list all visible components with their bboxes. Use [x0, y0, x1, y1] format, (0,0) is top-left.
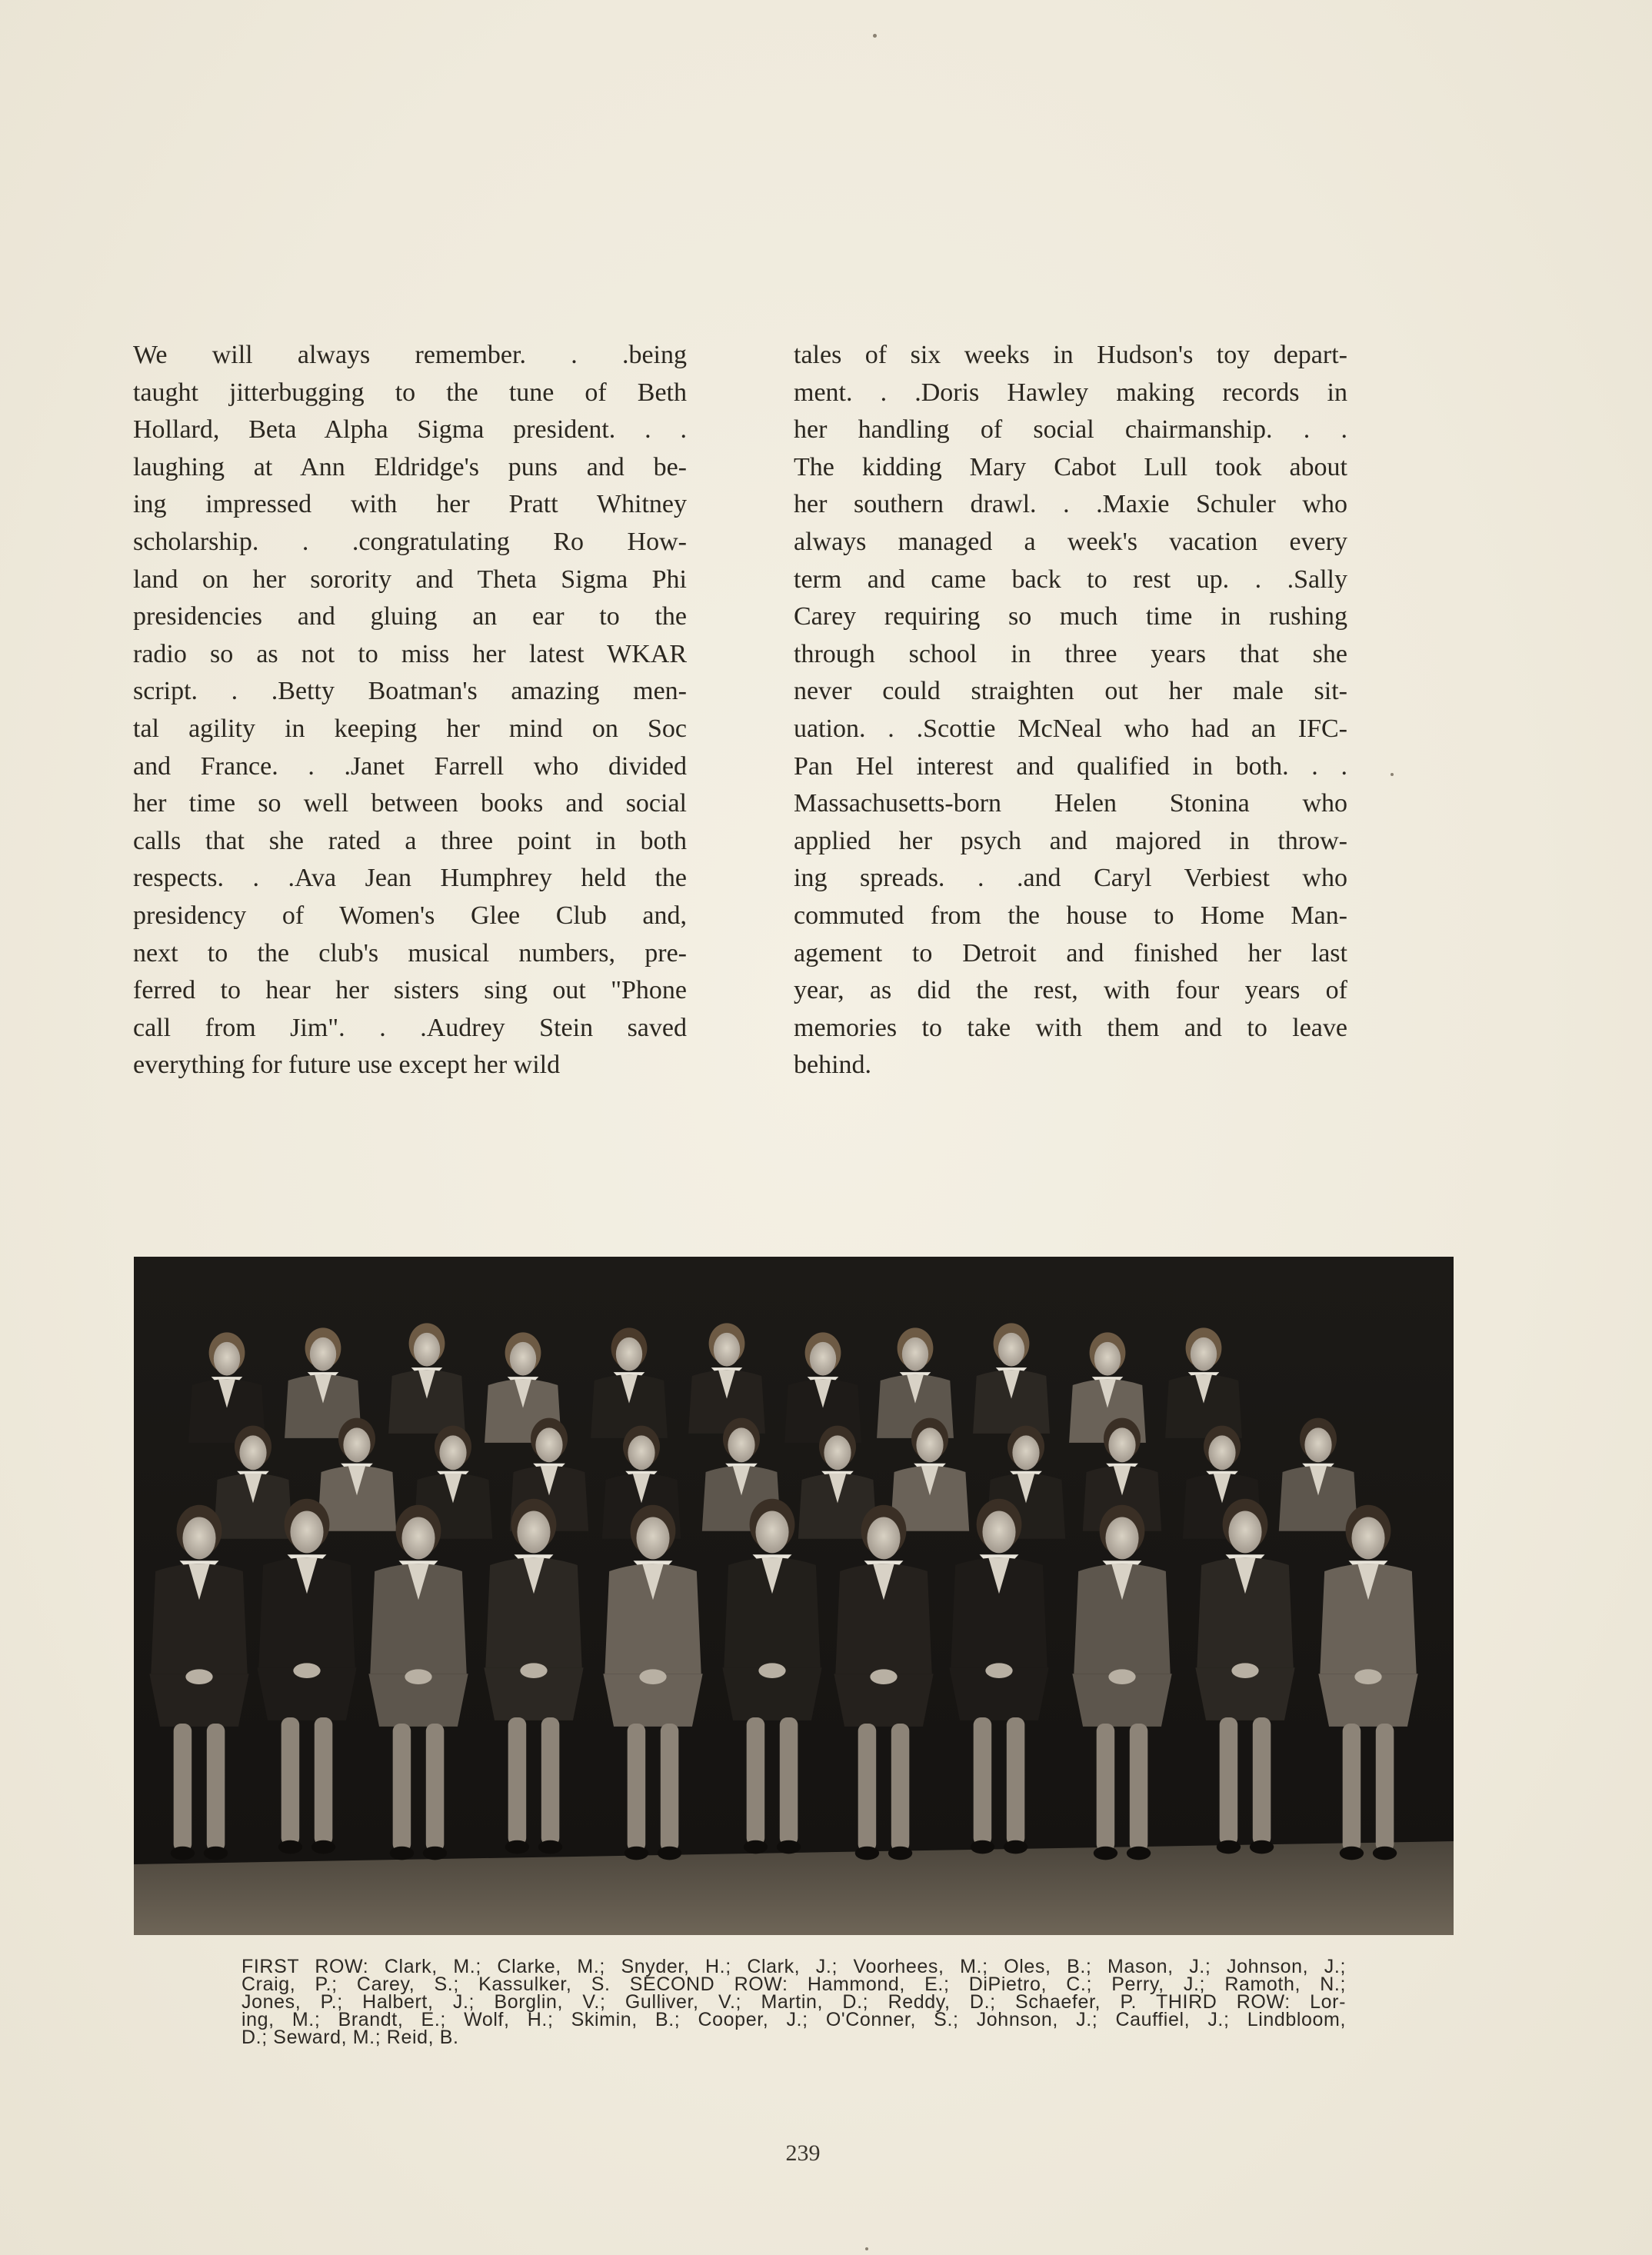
figure-third-row-face	[510, 1342, 536, 1376]
figure-second-row-face	[916, 1427, 943, 1462]
figure-third-row-face	[810, 1342, 836, 1376]
right-column-line: never could straighten out her male sit-	[794, 677, 1347, 706]
figure-first-row-shoe	[971, 1840, 994, 1854]
paper-speck	[1391, 773, 1394, 776]
figure-first-row-shoe	[311, 1840, 335, 1854]
right-column-line: behind.	[794, 1051, 872, 1080]
figure-first-row-hands	[639, 1669, 666, 1684]
figure-first-row-hands	[870, 1669, 897, 1684]
figure-first-row-shoe	[204, 1847, 228, 1860]
figure-first-row-leg	[281, 1717, 300, 1846]
left-column-line: her time so well between books and social	[133, 789, 687, 818]
figure-first-row-face	[1105, 1517, 1138, 1559]
left-column-line: presidencies and gluing an ear to the	[133, 602, 687, 631]
figure-first-row-leg	[1130, 1724, 1148, 1852]
figure-second-row-face	[628, 1435, 654, 1470]
right-column-line: commuted from the house to Home Man-	[794, 901, 1347, 930]
left-column-line: everything for future use except her wild	[133, 1051, 561, 1080]
figure-first-row-leg	[174, 1724, 192, 1852]
figure-first-row-shoe	[1250, 1840, 1274, 1854]
photo-caption	[241, 1958, 1346, 2047]
right-column-line: applied her psych and majored in throw-	[794, 826, 1347, 855]
paper-speck	[873, 34, 877, 38]
figure-first-row-leg	[858, 1724, 877, 1852]
figure-first-row-face	[867, 1517, 900, 1559]
figure-first-row-leg	[393, 1724, 411, 1852]
figure-first-row-leg	[780, 1717, 798, 1846]
right-column-line: ing spreads. . .and Caryl Verbiest who	[794, 864, 1347, 893]
left-column-line: presidency of Women's Glee Club and,	[133, 901, 687, 930]
figure-third-row-face	[616, 1337, 642, 1371]
figure-first-row-hands	[520, 1663, 547, 1678]
figure-first-row-leg	[1343, 1724, 1361, 1852]
figure-first-row-face	[401, 1517, 435, 1559]
figure-first-row-shoe	[888, 1847, 912, 1860]
figure-first-row-shoe	[505, 1840, 529, 1854]
figure-first-row-hands	[405, 1669, 431, 1684]
figure-third-row-face	[1094, 1342, 1121, 1376]
figure-first-row-hands	[293, 1663, 320, 1678]
figure-second-row-face	[439, 1435, 466, 1470]
right-column-line: Massachusetts-born Helen Stonina who	[794, 789, 1347, 818]
left-column-line: land on her sorority and Theta Sigma Phi	[133, 565, 687, 594]
figure-first-row-leg	[661, 1724, 679, 1852]
figure-first-row-shoe	[171, 1847, 195, 1860]
figure-first-row-shoe	[390, 1847, 414, 1860]
left-column-line: call from Jim". . .Audrey Stein saved	[133, 1013, 687, 1042]
figure-first-row-face	[755, 1511, 788, 1553]
right-column-line: uation. . .Scottie McNeal who had an IFC-	[794, 714, 1347, 743]
figure-first-row-shoe	[1217, 1840, 1241, 1854]
right-column-line: term and came back to rest up. . .Sally	[794, 565, 1347, 594]
page-number: 239	[785, 2140, 821, 2166]
caption-line: FIRST ROW: Clark, M.; Clarke, M.; Snyder, H.; Clark, J.; Voorhees, M.; Oles, B.; Mason, J.; Johnson, J.;	[241, 1956, 1346, 1977]
figure-second-row-face	[728, 1427, 754, 1462]
figure-third-row-face	[214, 1342, 240, 1376]
figure-third-row-face	[310, 1337, 336, 1371]
figure-first-row-face	[517, 1511, 550, 1553]
figure-first-row-hands	[185, 1669, 212, 1684]
left-column-line: taught jitterbugging to the tune of Beth	[133, 378, 687, 407]
left-column-line: script. . .Betty Boatman's amazing men-	[133, 677, 687, 706]
figure-first-row-leg	[747, 1717, 765, 1846]
left-column-line: We will always remember. . .being	[133, 341, 687, 369]
figure-first-row-face	[1351, 1517, 1384, 1559]
figure-first-row-shoe	[744, 1840, 768, 1854]
figure-first-row-leg	[1220, 1717, 1238, 1846]
right-column-line: year, as did the rest, with four years of	[794, 976, 1347, 1005]
figure-third-row-face	[998, 1333, 1024, 1367]
figure-first-row-leg	[891, 1724, 910, 1852]
figure-second-row-face	[239, 1435, 266, 1470]
right-column-line: her southern drawl. . .Maxie Schuler who	[794, 490, 1347, 519]
figure-first-row-face	[290, 1511, 323, 1553]
caption-line: Craig, P.; Carey, S.; Kassulker, S. SECOND ROW: Hammond, E.; DiPietro, C.; Perry, J.; Ramoth, N.;	[241, 1974, 1346, 1995]
figure-first-row-shoe	[777, 1840, 801, 1854]
figure-third-row-face	[902, 1337, 928, 1371]
left-column-line: respects. . .Ava Jean Humphrey held the	[133, 864, 687, 893]
caption-line: D.; Seward, M.; Reid, B.	[241, 2027, 459, 2048]
figure-first-row-hands	[1354, 1669, 1381, 1684]
left-column-line: next to the club's musical numbers, pre-	[133, 938, 687, 968]
figure-first-row-shoe	[1004, 1840, 1028, 1854]
left-column-line: laughing at Ann Eldridge's puns and be-	[133, 452, 687, 481]
left-column-line: and France. . .Janet Farrell who divided	[133, 751, 687, 781]
figure-first-row-leg	[1253, 1717, 1271, 1846]
left-column-line: ing impressed with her Pratt Whitney	[133, 490, 687, 519]
figure-first-row-leg	[508, 1717, 527, 1846]
right-column-line: always managed a week's vacation every	[794, 527, 1347, 556]
figure-first-row-hands	[758, 1663, 785, 1678]
right-column-line: her handling of social chairmanship. . .	[794, 415, 1347, 445]
figure-first-row-leg	[315, 1717, 333, 1846]
right-column-line: Pan Hel interest and qualified in both. . .	[794, 751, 1347, 781]
figure-second-row-face	[343, 1427, 370, 1462]
figure-first-row-hands	[985, 1663, 1012, 1678]
figure-first-row-face	[982, 1511, 1015, 1553]
figure-first-row-face	[1228, 1511, 1261, 1553]
right-column-line: tales of six weeks in Hudson's toy depart-	[794, 341, 1347, 369]
figure-first-row-leg	[426, 1724, 445, 1852]
figure-third-row-face	[714, 1333, 740, 1367]
figure-first-row-leg	[541, 1717, 560, 1846]
group-photo	[134, 1257, 1454, 1935]
figure-first-row-leg	[207, 1724, 225, 1852]
right-column-line: memories to take with them and to leave	[794, 1013, 1347, 1042]
figure-first-row-leg	[628, 1724, 646, 1852]
right-column-line: Carey requiring so much time in rushing	[794, 602, 1347, 631]
left-column-line: scholarship. . .congratulating Ro How-	[133, 527, 687, 556]
figure-first-row-shoe	[278, 1840, 302, 1854]
left-column-line: calls that she rated a three point in both	[133, 826, 687, 855]
right-column-line: ment. . .Doris Hawley making records in	[794, 378, 1347, 407]
figure-first-row-leg	[1007, 1717, 1025, 1846]
figure-second-row-face	[824, 1435, 851, 1470]
figure-third-row-face	[414, 1333, 440, 1367]
figure-first-row-hands	[1108, 1669, 1135, 1684]
figure-first-row-shoe	[624, 1847, 648, 1860]
figure-second-row-face	[1208, 1435, 1235, 1470]
right-column-line: agement to Detroit and finished her last	[794, 938, 1347, 968]
figure-third-row-face	[1191, 1337, 1217, 1371]
figure-second-row-face	[1304, 1427, 1331, 1462]
left-column-line: ferred to hear her sisters sing out "Phone	[133, 976, 687, 1005]
left-column-line: Hollard, Beta Alpha Sigma president. . .	[133, 415, 687, 445]
figure-first-row-shoe	[855, 1847, 879, 1860]
left-text-column	[133, 337, 687, 1084]
figure-second-row-face	[1108, 1427, 1135, 1462]
right-text-column	[794, 337, 1347, 1084]
figure-first-row-shoe	[423, 1847, 447, 1860]
figure-first-row-shoe	[658, 1847, 681, 1860]
figure-first-row-shoe	[1094, 1847, 1117, 1860]
left-column-line: radio so as not to miss her latest WKAR	[133, 639, 687, 668]
figure-first-row-shoe	[1127, 1847, 1151, 1860]
figure-first-row-leg	[1097, 1724, 1115, 1852]
figure-second-row-face	[535, 1427, 562, 1462]
figure-first-row-face	[636, 1517, 669, 1559]
figure-first-row-leg	[974, 1717, 992, 1846]
figure-second-row-face	[1012, 1435, 1039, 1470]
caption-line: Jones, P.; Halbert, J.; Borglin, V.; Gulliver, V.; Martin, D.; Reddy, D.; Schaefer, P. THIRD ROW: Lor-	[241, 1991, 1346, 2013]
figure-first-row-leg	[1376, 1724, 1394, 1852]
figure-first-row-shoe	[538, 1840, 562, 1854]
paper-speck	[865, 2247, 868, 2250]
left-column-line: tal agility in keeping her mind on Soc	[133, 714, 687, 743]
figure-first-row-hands	[1231, 1663, 1258, 1678]
right-column-line: The kidding Mary Cabot Lull took about	[794, 452, 1347, 481]
right-column-line: through school in three years that she	[794, 639, 1347, 668]
figure-first-row-shoe	[1373, 1847, 1397, 1860]
figure-first-row-shoe	[1340, 1847, 1364, 1860]
figure-first-row-face	[182, 1517, 215, 1559]
caption-line: ing, M.; Brandt, E.; Wolf, H.; Skimin, B.; Cooper, J.; O'Conner, S.; Johnson, J.; Cauffiel, J.; Lindbloom,	[241, 2009, 1346, 2030]
group-photo-image	[134, 1257, 1454, 1935]
